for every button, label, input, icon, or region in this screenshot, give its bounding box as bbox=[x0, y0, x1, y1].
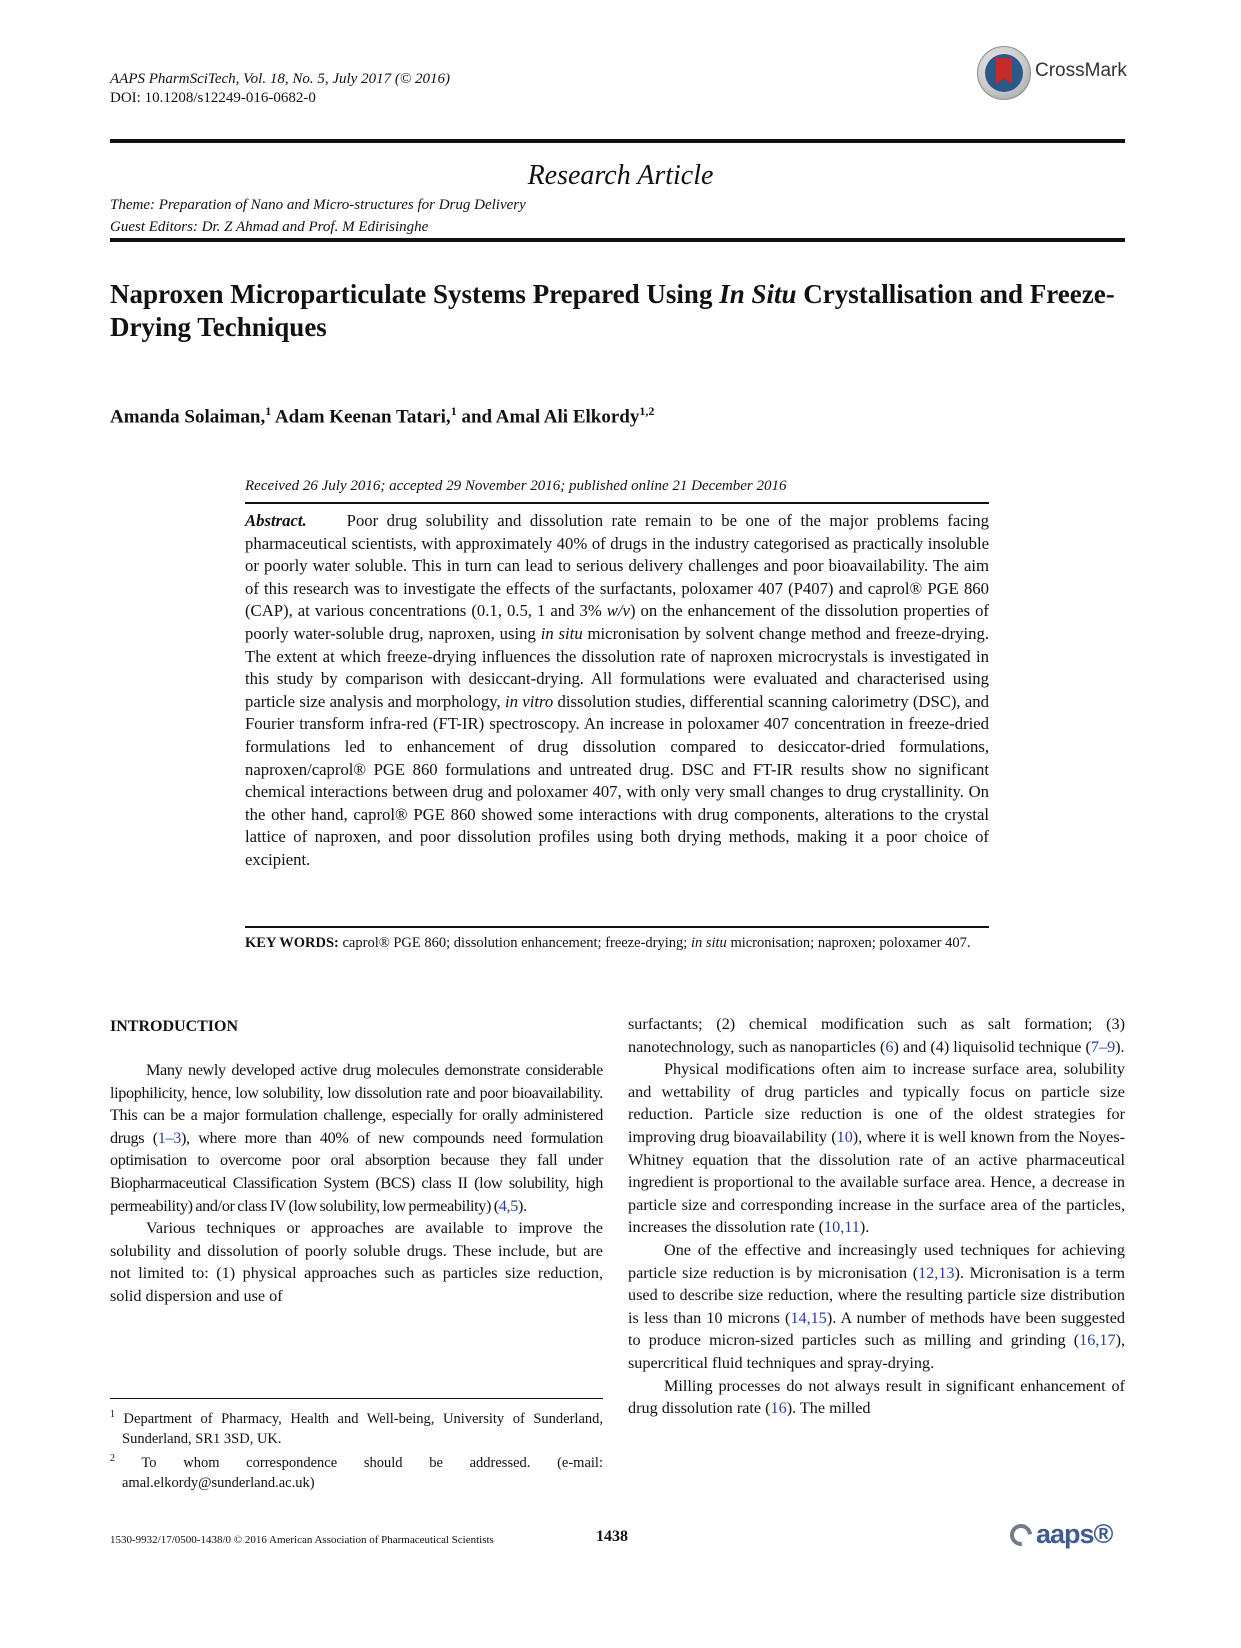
doi-line[interactable]: DOI: 10.1208/s12249-016-0682-0 bbox=[110, 90, 316, 106]
article-type: Research Article bbox=[527, 160, 714, 191]
citation-link[interactable]: 10,11 bbox=[824, 1218, 860, 1237]
paragraph: Physical modifications often aim to increase surface area, solubility and wettability of drug particles and typically focus on particle size reduction. Particle size reduction is one of the oldest strategies for improving drug bioavailability (10), where it is well known from the Noyes-Whitney equation that the dissolution rate of an active pharmaceutical ingredient is proportional to the available surface area. Hence, a decrease in particle size and corresponding increase in the surface area of the particles, increases the dissolution rate (10,11). bbox=[628, 1060, 1126, 1237]
guest-editors-line: Guest Editors: Dr. Z Ahmad and Prof. M Edirisinghe bbox=[110, 219, 429, 235]
citation-link[interactable]: 16,17 bbox=[1079, 1331, 1116, 1350]
author-name: and Amal Ali Elkordy bbox=[461, 406, 640, 428]
author-list bbox=[110, 404, 654, 428]
citation-link[interactable]: 14,15 bbox=[790, 1308, 827, 1327]
footnote: $^1$ Department of Pharmacy, Health and Well-being, University of Sunderland, Sunderland, SR1 3SD, UK. bbox=[110, 1409, 604, 1447]
crossmark-icon bbox=[977, 46, 1031, 100]
left-column bbox=[110, 1059, 603, 1308]
abstract-rule-top bbox=[245, 502, 989, 504]
citation-link[interactable]: 4,5 bbox=[498, 1196, 518, 1215]
aaps-logo bbox=[1010, 1521, 1125, 1551]
footnote: $^2$ To whom correspondence should be addressed. (e-mail: amal.elkordy@sunderland.ac.uk) bbox=[110, 1452, 603, 1491]
header-rule-top bbox=[110, 139, 1125, 143]
abstract: Abstract. Poor drug solubility and dissolution rate remain to be one of the major problems facing pharmaceutical scientists, with approximately 40% of drugs in the industry categorised as practically insoluble or poorly water soluble. This in turn can lead to serious delivery challenges and poor bioavailability. The aim of this research was to investigate the effects of the surfactants, poloxamer 407 (P407) and caprol® PGE 860 (CAP), at various concentrations (0.1, 0.5, 1 and 3% w/v) on the enhancement of the dissolution properties of poorly water-soluble drug, naproxen, using in situ micronisation by solvent change method and freeze-drying. The extent at which freeze-drying influences the dissolution rate of naproxen microcrystals is investigated in this study by comparison with desiccant-drying. All formulations were evaluated and characterised using particle size analysis and morphology, in vitro dissolution studies, differential scanning calorimetry (DSC), and Fourier transform infra-red (FT-IR) spectroscopy. An increase in poloxamer 407 concentration in freeze-dried formulations led to enhancement of drug dissolution compared to desiccator-dried formulations, naproxen/caprol® PGE 860 formulations and untreated drug. DSC and FT-IR results show no significant chemical interactions between drug and poloxamer 407, with only very small changes to drug crystallinity. On the other hand, caprol® PGE 860 showed some interactions with drug components, alterations to the crystal lattice of naproxen, and poor dissolution profiles using both drying methods, making it a poor choice of excipient. bbox=[245, 511, 989, 869]
footnote-rule bbox=[110, 1398, 603, 1399]
citation-link[interactable]: 10 bbox=[836, 1127, 853, 1146]
citation-link[interactable]: 7–9 bbox=[1090, 1037, 1116, 1056]
aaps-wordmark: aaps® bbox=[1036, 1519, 1113, 1549]
page-number: 1438 bbox=[596, 1528, 628, 1545]
paragraph: One of the effective and increasingly used techniques for achieving particle size reduction is by micronisation (12,13). Micronisation is a term used to describe size reduction, where the resulting particle size distribution is less than 10 microns (14,15). A number of methods have been suggested to produce micron-sized particles such as milling and grinding (16,17), supercritical fluid techniques and spray-drying. bbox=[628, 1240, 1125, 1372]
keywords: KEY WORDS: caprol® PGE 860; dissolution enhancement; freeze-drying; in situ micronisation; naproxen; poloxamer 407. bbox=[245, 935, 971, 951]
author-name: Amanda Solaiman, bbox=[110, 406, 266, 428]
citation-link[interactable]: 1–3 bbox=[157, 1128, 182, 1147]
header-rule-bottom bbox=[110, 238, 1125, 242]
crossmark-badge[interactable] bbox=[977, 46, 1125, 98]
author-name: Adam Keenan Tatari, bbox=[274, 406, 451, 428]
affiliation-mark: 1 bbox=[450, 404, 457, 418]
paragraph: Various techniques or approaches are available to improve the solubility and dissolution of poorly soluble drugs. These include, but are not limited to: (1) physical approaches such as particles size reduction, solid dispersion and use of bbox=[110, 1219, 603, 1305]
article-title: Naproxen Microparticulate Systems Prepared Using In Situ Crystallisation and Freeze-Drying Techniques bbox=[110, 279, 1115, 342]
affiliation-mark: 1 bbox=[265, 404, 272, 418]
journal-citation bbox=[110, 70, 450, 108]
paragraph: Milling processes do not always result in significant enhancement of drug dissolution rate (16). The milled bbox=[628, 1376, 1125, 1418]
copyright-line: 1530-9932/17/0500-1438/0 © 2016 American Association of Pharmaceutical Scientists bbox=[110, 1534, 494, 1546]
citation-link[interactable]: 6 bbox=[885, 1037, 894, 1056]
received-dates: Received 26 July 2016; accepted 29 November 2016; published online 21 December 2016 bbox=[245, 478, 787, 494]
theme-block bbox=[110, 194, 526, 238]
paragraph: surfactants; (2) chemical modification such as salt formation; (3) nanotechnology, such as nanoparticles (6) and (4) liquisolid technique (7–9). bbox=[628, 1015, 1125, 1056]
keywords-label: KEY WORDS: bbox=[245, 935, 339, 951]
abstract-label: Abstract. bbox=[245, 511, 307, 530]
aaps-swirl-icon bbox=[1006, 1520, 1037, 1551]
affiliation-mark: 1,2 bbox=[639, 404, 655, 418]
theme-line: Theme: Preparation of Nano and Micro-structures for Drug Delivery bbox=[110, 197, 526, 213]
paragraph: Many newly developed active drug molecules demonstrate considerable lipophilicity, hence, low solubility, low dissolution rate and poor bioavailability. This can be a major formulation challenge, especially for orally administered drugs (1–3), where more than 40% of new compounds need formulation optimisation to overcome poor oral absorption because they fall under Biopharmaceutical Classification System (BCS) class II (low solubility, high permeability) and/or class IV (low solubility, low permeability) (4,5). bbox=[110, 1061, 603, 1215]
right-column bbox=[628, 1013, 1125, 1420]
crossmark-label: CrossMark bbox=[1035, 60, 1127, 81]
journal-line: AAPS PharmSciTech, Vol. 18, No. 5, July 2017 (© 2016) bbox=[110, 71, 450, 87]
citation-link[interactable]: 16 bbox=[770, 1399, 787, 1418]
footnotes bbox=[110, 1405, 603, 1493]
citation-link[interactable]: 12,13 bbox=[918, 1263, 955, 1282]
section-heading-introduction: INTRODUCTION bbox=[110, 1018, 239, 1035]
abstract-rule-bottom bbox=[245, 926, 989, 928]
